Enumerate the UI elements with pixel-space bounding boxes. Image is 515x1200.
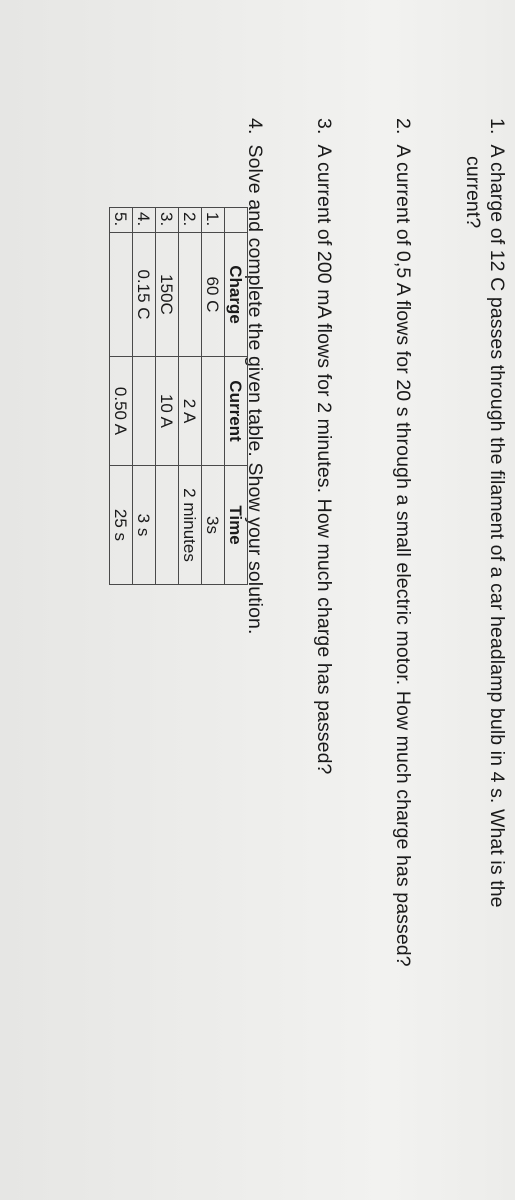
row-number-cell: 3. bbox=[156, 208, 179, 233]
question-1 bbox=[462, 118, 509, 908]
table-row bbox=[133, 208, 156, 585]
question-3 bbox=[312, 118, 336, 775]
current-cell: 0.50 A bbox=[110, 357, 133, 466]
question-text: A charge of 12 C passes through the filament of a car headlamp bulb in 4 s. What is the bbox=[486, 144, 508, 908]
charge-cell bbox=[179, 233, 202, 357]
row-number-cell: 2. bbox=[179, 208, 202, 233]
time-cell: 25 s bbox=[110, 466, 133, 585]
charge-cell: 0.15 C bbox=[133, 233, 156, 357]
charge-cell: 150C bbox=[156, 233, 179, 357]
time-cell bbox=[156, 466, 179, 585]
question-number: 4. bbox=[244, 118, 266, 135]
question-text: A current of 200 mA flows for 2 minutes. How much charge has passed? bbox=[313, 144, 335, 775]
time-cell: 3s bbox=[202, 466, 225, 585]
time-cell: 3 s bbox=[133, 466, 156, 585]
row-number-cell: 1. bbox=[202, 208, 225, 233]
header-cell-time: Time bbox=[225, 466, 248, 585]
row-number-cell: 4. bbox=[133, 208, 156, 233]
charge-cell: 60 C bbox=[202, 233, 225, 357]
question-number: 2. bbox=[392, 118, 414, 135]
table-row bbox=[110, 208, 133, 585]
question-number: 1. bbox=[486, 118, 508, 135]
time-cell: 2 minutes bbox=[179, 466, 202, 585]
charge-cell bbox=[110, 233, 133, 357]
header-cell-current: Current bbox=[225, 357, 248, 466]
question-2 bbox=[391, 118, 415, 967]
question-number: 3. bbox=[313, 118, 335, 135]
current-cell bbox=[133, 357, 156, 466]
header-cell-charge: Charge bbox=[225, 233, 248, 357]
charge-current-time-table bbox=[109, 207, 248, 585]
question-text: Solve and complete the given table. Show your solution. bbox=[244, 144, 266, 635]
table-row bbox=[179, 208, 202, 585]
row-number-cell: 5. bbox=[110, 208, 133, 233]
header-cell-blank bbox=[225, 208, 248, 233]
question-text-continued: current? bbox=[462, 156, 484, 229]
table-row bbox=[156, 208, 179, 585]
table-row bbox=[202, 208, 225, 585]
table-header-row bbox=[225, 208, 248, 585]
current-cell bbox=[202, 357, 225, 466]
question-text: A current of 0,5 A flows for 20 s through a small electric motor. How much charge has passed? bbox=[392, 144, 414, 967]
current-cell: 10 A bbox=[156, 357, 179, 466]
current-cell: 2 A bbox=[179, 357, 202, 466]
